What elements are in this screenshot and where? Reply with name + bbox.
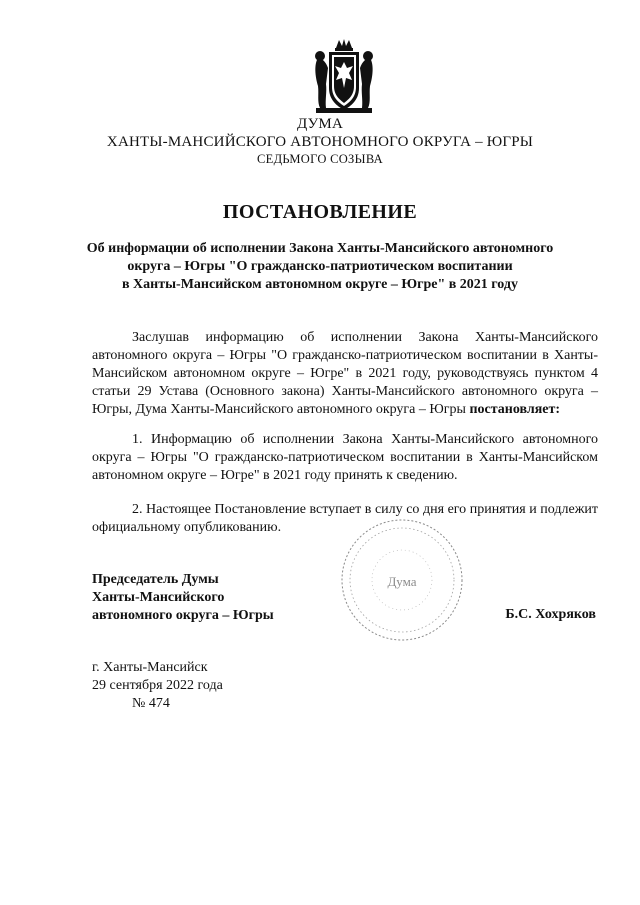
signatory-name: Б.С. Хохряков bbox=[505, 607, 596, 622]
signatory-title bbox=[92, 571, 274, 625]
signatory-title-line: автономного округа – Югры bbox=[92, 608, 274, 623]
stamp-text: Дума bbox=[387, 574, 417, 589]
document-number: № 474 bbox=[132, 696, 170, 711]
issuer-okrug: ХАНТЫ-МАНСИЙСКОГО АВТОНОМНОГО ОКРУГА – ЮГРЫ bbox=[106, 134, 534, 150]
subject-line: округа – Югры "О гражданско-патриотическом воспитании bbox=[127, 259, 513, 274]
resolves-word: постановляет: bbox=[469, 402, 561, 417]
preamble-paragraph bbox=[92, 329, 598, 419]
preamble-text: Заслушав информацию об исполнении Закона Ханты-Мансийского автономного округа – Югры "О гражданско-патриотическом воспитании в Ханты-Мансийском автономном округе – Югре" в 2021 году, руководствуясь пунктом 4 статьи 29 Устава (Основного закона) Ханты-Мансийского автономного округа – Югры, Дума Ханты-Мансийского автономного округа – Югры bbox=[92, 330, 598, 417]
place-of-adoption: г. Ханты-Мансийск bbox=[92, 660, 208, 675]
document-type-title: ПОСТАНОВЛЕНИЕ bbox=[222, 201, 418, 223]
issuer-convocation: СЕДЬМОГО СОЗЫВА bbox=[257, 152, 383, 166]
subject-line: в Ханты-Мансийском автономном округе – Югре" в 2021 году bbox=[122, 277, 518, 292]
signatory-title-line: Председатель Думы bbox=[92, 572, 219, 587]
coat-of-arms-icon bbox=[312, 38, 376, 116]
date-of-adoption: 29 сентября 2022 года bbox=[92, 678, 223, 693]
document-subject bbox=[0, 240, 640, 294]
official-stamp bbox=[337, 516, 467, 644]
resolution-item-1: 1. Информацию об исполнении Закона Ханты-Мансийского автономного округа – Югры "О гражданско-патриотическом воспитании в Ханты-Мансийском автономном округе – Югре" в 2021 году принять к сведению. bbox=[92, 432, 598, 483]
document-footer bbox=[92, 659, 223, 713]
issuer-body: ДУМА bbox=[296, 116, 343, 132]
signatory-title-line: Ханты-Мансийского bbox=[92, 590, 225, 605]
subject-line: Об информации об исполнении Закона Ханты-Мансийского автономного bbox=[86, 241, 554, 256]
resolution-item-2: 2. Настоящее Постановление вступает в силу со дня его принятия и подлежит официальному опубликованию. bbox=[92, 502, 598, 535]
